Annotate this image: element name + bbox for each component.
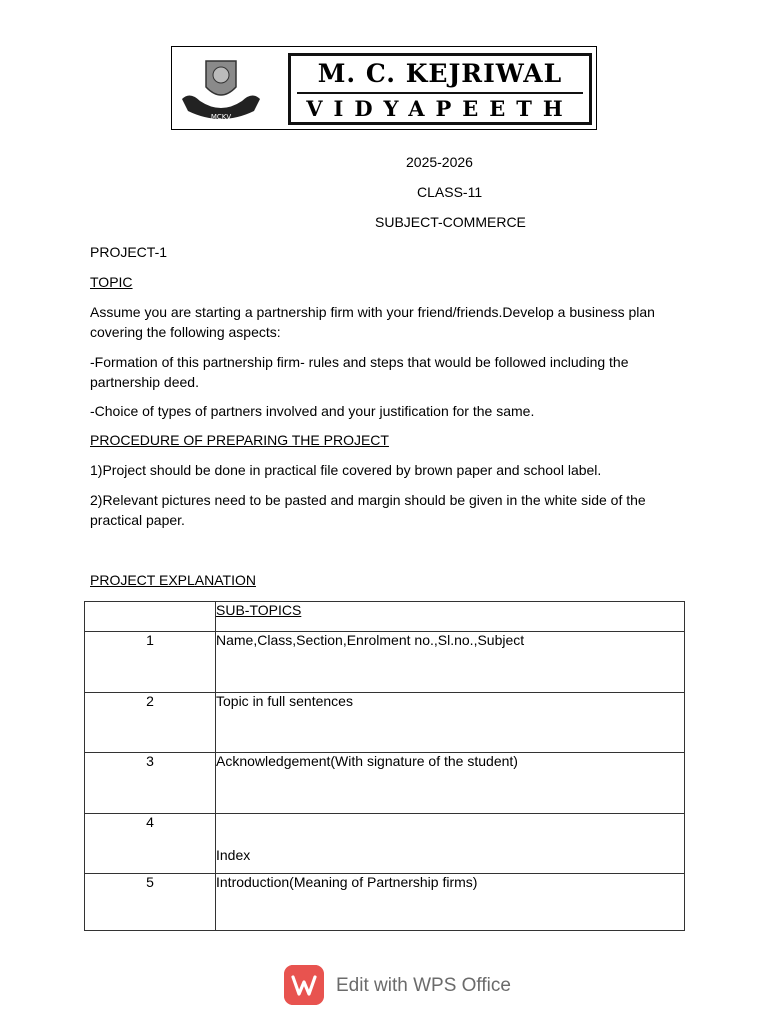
school-crest-icon xyxy=(180,53,262,125)
class-label: CLASS-11 xyxy=(417,184,483,200)
school-name-sub: VIDYAPEETH xyxy=(306,96,574,121)
table-header-num xyxy=(85,602,216,632)
explanation-heading: PROJECT EXPLANATION xyxy=(90,572,256,588)
procedure-step-1: 1)Project should be done in practical file covered by brown paper and school label. xyxy=(90,462,602,478)
row-number: 2 xyxy=(85,693,216,753)
wps-logo-icon xyxy=(284,965,324,1005)
row-text: Name,Class,Section,Enrolment no.,Sl.no.,Subject xyxy=(216,632,685,693)
row-number: 3 xyxy=(85,753,216,814)
row-text: Index xyxy=(216,814,685,874)
topic-heading: TOPIC xyxy=(90,274,133,290)
school-name: M. C. KEJRIWAL xyxy=(317,59,563,88)
table-row xyxy=(85,753,685,814)
project-label: PROJECT-1 xyxy=(90,244,168,260)
academic-year: 2025-2026 xyxy=(406,154,473,170)
topic-paragraph-2: -Formation of this partnership firm- rules and steps that would be followed including the partnership deed. xyxy=(90,354,629,390)
row-number: 5 xyxy=(85,874,216,931)
topic-paragraph-1: Assume you are starting a partnership firm with your friend/friends.Develop a business plan covering the following aspects: xyxy=(90,304,655,340)
school-header xyxy=(171,46,597,130)
procedure-heading: PROCEDURE OF PREPARING THE PROJECT xyxy=(90,432,389,448)
table-row xyxy=(85,814,685,874)
divider xyxy=(297,92,583,94)
table-header-cell: SUB-TOPICS xyxy=(216,602,685,632)
subject-label: SUBJECT-COMMERCE xyxy=(375,214,526,230)
row-text: Introduction(Meaning of Partnership firms) xyxy=(216,874,685,931)
school-name-box xyxy=(288,53,592,125)
topic-paragraph-3: -Choice of types of partners involved and your justification for the same. xyxy=(90,403,535,419)
subtopics-table xyxy=(84,601,685,931)
wps-label: Edit with WPS Office xyxy=(336,975,511,996)
table-row xyxy=(85,632,685,693)
table-row xyxy=(85,874,685,931)
procedure-step-2: 2)Relevant pictures need to be pasted and margin should be given in the white side of the practical paper. xyxy=(90,492,646,528)
row-number: 4 xyxy=(85,814,216,874)
row-text: Acknowledgement(With signature of the student) xyxy=(216,753,685,814)
table-row xyxy=(85,693,685,753)
table-header-row xyxy=(85,602,685,632)
logo-text: MCKV xyxy=(210,113,232,121)
row-number: 1 xyxy=(85,632,216,693)
row-text: Topic in full sentences xyxy=(216,693,685,753)
